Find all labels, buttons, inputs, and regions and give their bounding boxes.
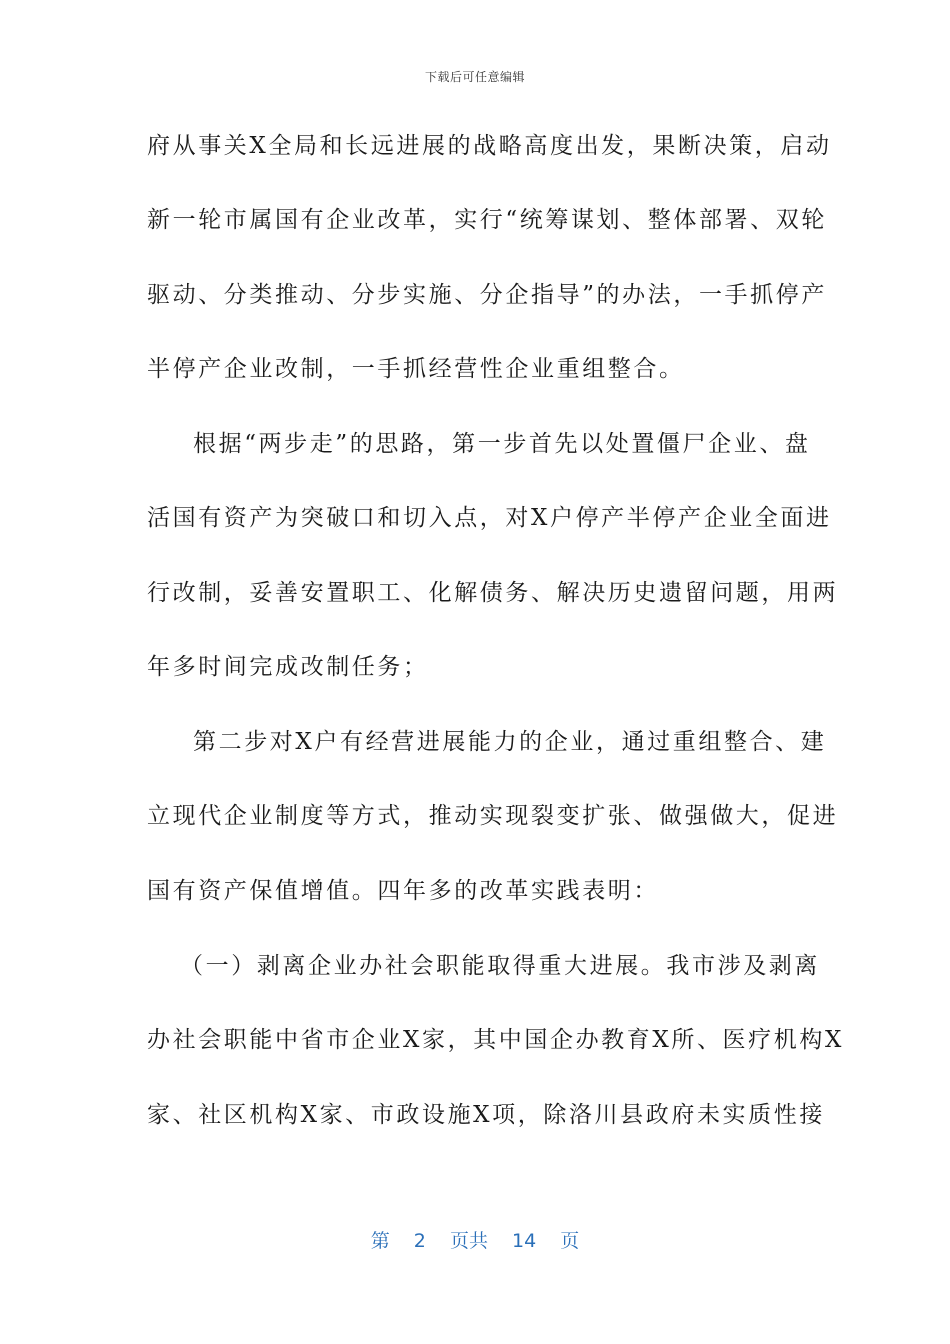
page-label-pre: 第 [370,1230,390,1252]
text-line: 行改制，妥善安置职工、化解债务、解决历史遗留问题，用两 [147,580,839,606]
text-line: 办社会职能中省市企业X家，其中国企办教育X所、医疗机构X [147,1027,844,1053]
text-line: 驱动、分类推动、分步实施、分企指导”的办法，一手抓停产 [147,282,827,308]
text-line: 第二步对X户有经营进展能力的企业，通过重组整合、建 [193,729,827,755]
text-line: 活国有资产为突破口和切入点，对X户停产半停产企业全面进 [147,505,832,531]
page-total: 14 [512,1230,537,1252]
text-line: 新一轮市属国有企业改革，实行“统筹谋划、整体部署、双轮 [147,207,827,233]
text-line: 年多时间完成改制任务； [147,654,429,680]
page-label-post: 页 [560,1230,580,1252]
page-current: 2 [413,1230,426,1252]
text-line: 家、社区机构X家、市政设施X项，除洛川县政府未实质性接 [147,1102,825,1128]
text-line: （一）剥离企业办社会职能取得重大进展。我市涉及剥离 [180,953,820,979]
page-footer [0,1226,950,1253]
text-line: 半停产企业改制，一手抓经营性企业重组整合。 [147,356,685,382]
page-header: 下载后可任意编辑 [424,70,525,84]
text-line: 根据“两步走”的思路，第一步首先以处置僵尸企业、盘 [193,431,811,457]
text-line: 府从事关X全局和长远进展的战略高度出发，果断决策，启动 [147,133,832,159]
page-label-mid: 页共 [449,1230,488,1252]
text-line: 立现代企业制度等方式，推动实现裂变扩张、做强做大，促进 [147,803,839,829]
text-line: 国有资产保值增值。四年多的改革实践表明： [147,878,659,904]
